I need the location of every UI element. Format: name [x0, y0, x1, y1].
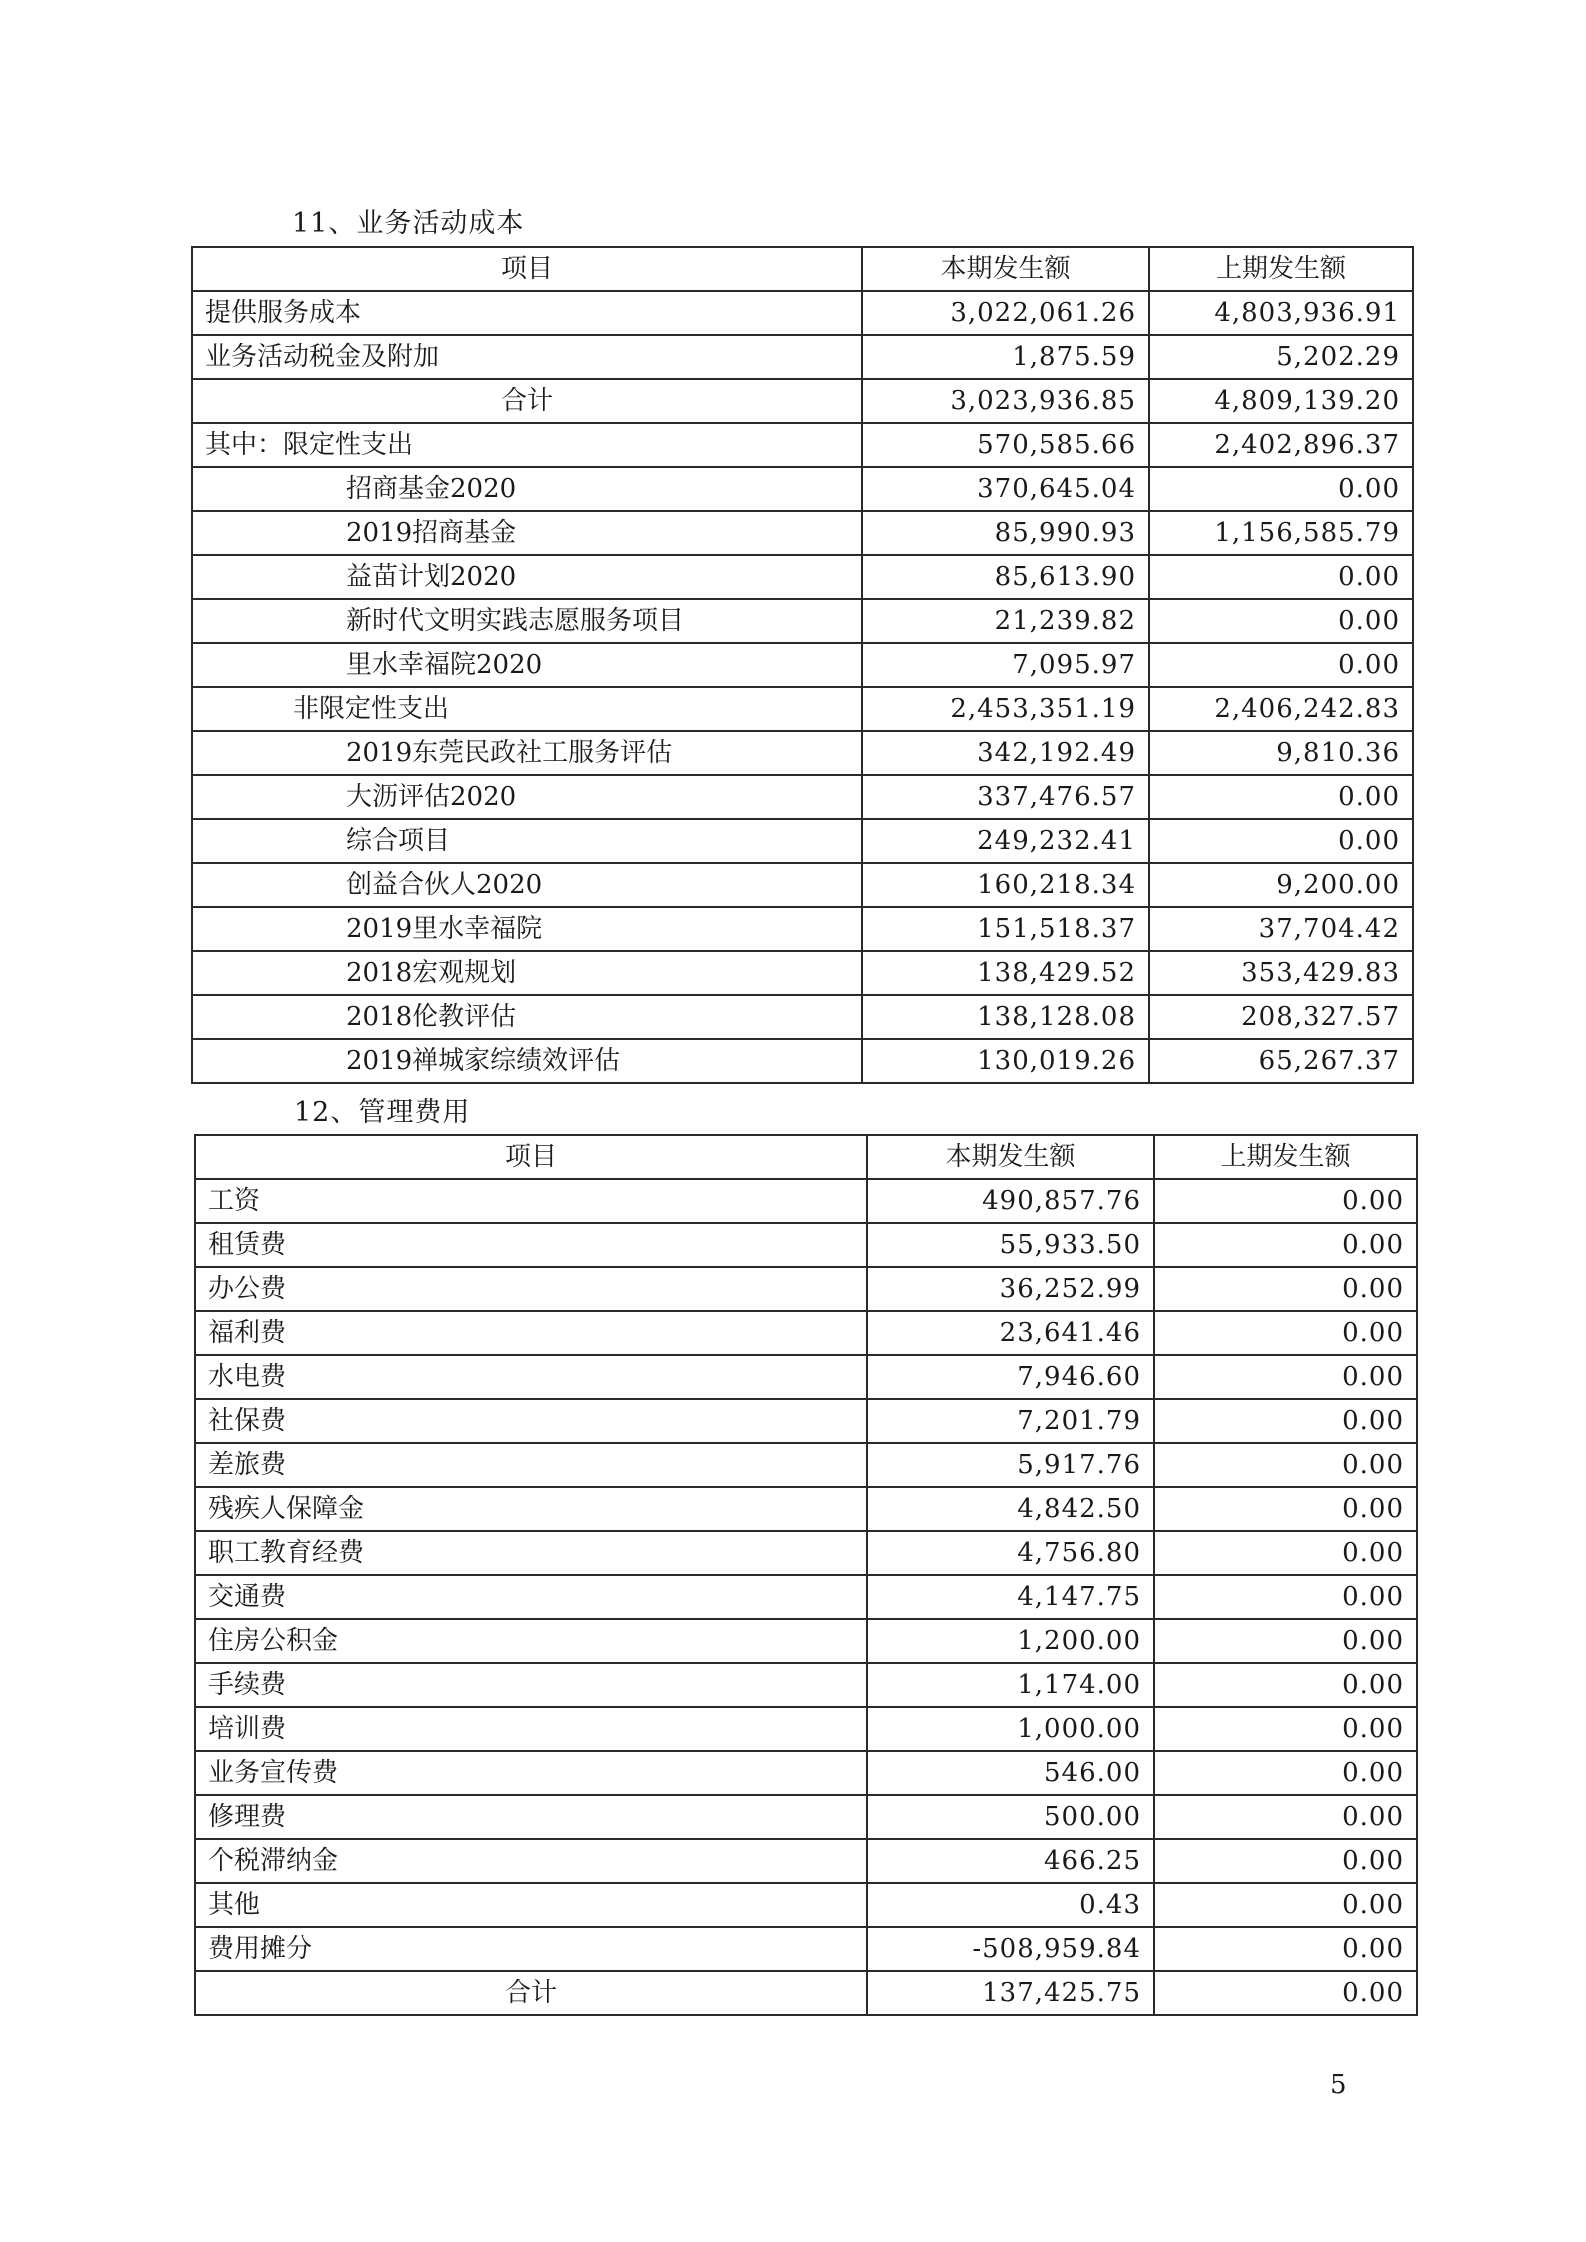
row-previous-amount: 0.00 — [1154, 1311, 1417, 1355]
table-row — [195, 1223, 1417, 1267]
row-item-label: 修理费 — [195, 1795, 867, 1839]
row-previous-amount: 0.00 — [1149, 555, 1413, 599]
row-item-label: 2019招商基金 — [192, 511, 862, 555]
row-previous-amount: 2,406,242.83 — [1149, 687, 1413, 731]
row-current-amount: 337,476.57 — [862, 775, 1149, 819]
table-row — [195, 1663, 1417, 1707]
table-row — [195, 1575, 1417, 1619]
section-11-title: 11、业务活动成本 — [292, 208, 525, 239]
table-row — [192, 291, 1413, 335]
table-row — [192, 687, 1413, 731]
section-12-title: 12、管理费用 — [294, 1097, 471, 1128]
header-previous-period: 上期发生额 — [1149, 247, 1413, 291]
row-current-amount: -508,959.84 — [867, 1927, 1154, 1971]
row-item-label: 业务宣传费 — [195, 1751, 867, 1795]
table-row — [192, 643, 1413, 687]
table-row — [192, 379, 1413, 423]
table-row — [192, 863, 1413, 907]
row-item-label: 残疾人保障金 — [195, 1487, 867, 1531]
table-row — [192, 1039, 1413, 1083]
table-row — [195, 1707, 1417, 1751]
table-row — [195, 1751, 1417, 1795]
row-current-amount: 342,192.49 — [862, 731, 1149, 775]
row-item-label: 交通费 — [195, 1575, 867, 1619]
header-current-period: 本期发生额 — [867, 1135, 1154, 1179]
row-previous-amount: 0.00 — [1154, 1531, 1417, 1575]
table-row — [192, 467, 1413, 511]
row-current-amount: 7,201.79 — [867, 1399, 1154, 1443]
row-previous-amount: 4,803,936.91 — [1149, 291, 1413, 335]
row-current-amount: 2,453,351.19 — [862, 687, 1149, 731]
table-row — [192, 731, 1413, 775]
row-previous-amount: 2,402,896.37 — [1149, 423, 1413, 467]
business-activity-cost-table-body — [192, 247, 1413, 1083]
table-row — [195, 1971, 1417, 2015]
table-row — [195, 1927, 1417, 1971]
row-current-amount: 7,946.60 — [867, 1355, 1154, 1399]
row-previous-amount: 0.00 — [1154, 1399, 1417, 1443]
row-current-amount: 490,857.76 — [867, 1179, 1154, 1223]
row-current-amount: 5,917.76 — [867, 1443, 1154, 1487]
row-item-label: 其他 — [195, 1883, 867, 1927]
row-previous-amount: 9,200.00 — [1149, 863, 1413, 907]
row-current-amount: 7,095.97 — [862, 643, 1149, 687]
row-item-label: 职工教育经费 — [195, 1531, 867, 1575]
row-previous-amount: 1,156,585.79 — [1149, 511, 1413, 555]
header-item: 项目 — [195, 1135, 867, 1179]
row-item-label: 招商基金2020 — [192, 467, 862, 511]
row-previous-amount: 0.00 — [1154, 1751, 1417, 1795]
row-previous-amount: 0.00 — [1154, 1927, 1417, 1971]
row-current-amount: 1,875.59 — [862, 335, 1149, 379]
row-previous-amount: 0.00 — [1149, 775, 1413, 819]
row-current-amount: 137,425.75 — [867, 1971, 1154, 2015]
row-current-amount: 1,200.00 — [867, 1619, 1154, 1663]
row-item-label: 合计 — [195, 1971, 867, 2015]
row-item-label: 创益合伙人2020 — [192, 863, 862, 907]
row-item-label: 里水幸福院2020 — [192, 643, 862, 687]
table-row — [195, 1795, 1417, 1839]
table-row — [195, 1399, 1417, 1443]
row-current-amount: 85,613.90 — [862, 555, 1149, 599]
row-previous-amount: 0.00 — [1149, 599, 1413, 643]
table-row — [195, 1311, 1417, 1355]
row-current-amount: 1,174.00 — [867, 1663, 1154, 1707]
row-previous-amount: 0.00 — [1154, 1575, 1417, 1619]
table-row — [192, 511, 1413, 555]
row-item-label: 2018伦教评估 — [192, 995, 862, 1039]
row-current-amount: 85,990.93 — [862, 511, 1149, 555]
row-current-amount: 21,239.82 — [862, 599, 1149, 643]
row-item-label: 差旅费 — [195, 1443, 867, 1487]
row-item-label: 其中：限定性支出 — [192, 423, 862, 467]
table-row — [195, 1487, 1417, 1531]
row-item-label: 大沥评估2020 — [192, 775, 862, 819]
row-current-amount: 4,842.50 — [867, 1487, 1154, 1531]
row-item-label: 费用摊分 — [195, 1927, 867, 1971]
row-current-amount: 36,252.99 — [867, 1267, 1154, 1311]
page-number: 5 — [1330, 2070, 1347, 2100]
row-current-amount: 249,232.41 — [862, 819, 1149, 863]
row-current-amount: 138,429.52 — [862, 951, 1149, 995]
table-row — [195, 1839, 1417, 1883]
row-current-amount: 160,218.34 — [862, 863, 1149, 907]
header-item: 项目 — [192, 247, 862, 291]
row-item-label: 手续费 — [195, 1663, 867, 1707]
row-previous-amount: 0.00 — [1154, 1839, 1417, 1883]
row-previous-amount: 37,704.42 — [1149, 907, 1413, 951]
row-previous-amount: 65,267.37 — [1149, 1039, 1413, 1083]
row-current-amount: 23,641.46 — [867, 1311, 1154, 1355]
table-row — [192, 599, 1413, 643]
row-previous-amount: 4,809,139.20 — [1149, 379, 1413, 423]
row-item-label: 办公费 — [195, 1267, 867, 1311]
row-previous-amount: 5,202.29 — [1149, 335, 1413, 379]
row-previous-amount: 0.00 — [1154, 1223, 1417, 1267]
table-row — [195, 1179, 1417, 1223]
row-item-label: 业务活动税金及附加 — [192, 335, 862, 379]
row-item-label: 租赁费 — [195, 1223, 867, 1267]
row-current-amount: 0.43 — [867, 1883, 1154, 1927]
row-current-amount: 3,023,936.85 — [862, 379, 1149, 423]
row-previous-amount: 0.00 — [1154, 1355, 1417, 1399]
row-current-amount: 546.00 — [867, 1751, 1154, 1795]
row-item-label: 住房公积金 — [195, 1619, 867, 1663]
management-expense-table — [194, 1134, 1418, 2016]
table-row — [192, 951, 1413, 995]
row-previous-amount: 0.00 — [1154, 1707, 1417, 1751]
table-header-row — [192, 247, 1413, 291]
row-current-amount: 466.25 — [867, 1839, 1154, 1883]
row-current-amount: 570,585.66 — [862, 423, 1149, 467]
business-activity-cost-table — [191, 246, 1414, 1084]
management-expense-table-body — [195, 1135, 1417, 2015]
row-item-label: 益苗计划2020 — [192, 555, 862, 599]
row-item-label: 综合项目 — [192, 819, 862, 863]
row-previous-amount: 0.00 — [1154, 1663, 1417, 1707]
row-previous-amount: 0.00 — [1154, 1487, 1417, 1531]
row-current-amount: 3,022,061.26 — [862, 291, 1149, 335]
row-previous-amount: 0.00 — [1154, 1971, 1417, 2015]
row-current-amount: 4,756.80 — [867, 1531, 1154, 1575]
row-item-label: 2018宏观规划 — [192, 951, 862, 995]
row-previous-amount: 9,810.36 — [1149, 731, 1413, 775]
table-row — [195, 1267, 1417, 1311]
row-item-label: 合计 — [192, 379, 862, 423]
row-item-label: 福利费 — [195, 1311, 867, 1355]
table-row — [195, 1883, 1417, 1927]
row-previous-amount: 208,327.57 — [1149, 995, 1413, 1039]
table-row — [192, 775, 1413, 819]
table-row — [195, 1443, 1417, 1487]
table-row — [195, 1531, 1417, 1575]
row-current-amount: 4,147.75 — [867, 1575, 1154, 1619]
row-item-label: 2019里水幸福院 — [192, 907, 862, 951]
table-row — [192, 995, 1413, 1039]
row-item-label: 培训费 — [195, 1707, 867, 1751]
table-row — [192, 423, 1413, 467]
table-row — [195, 1355, 1417, 1399]
table-header-row — [195, 1135, 1417, 1179]
row-current-amount: 130,019.26 — [862, 1039, 1149, 1083]
row-item-label: 工资 — [195, 1179, 867, 1223]
row-current-amount: 138,128.08 — [862, 995, 1149, 1039]
row-previous-amount: 0.00 — [1154, 1443, 1417, 1487]
row-previous-amount: 0.00 — [1154, 1883, 1417, 1927]
row-item-label: 个税滞纳金 — [195, 1839, 867, 1883]
row-item-label: 提供服务成本 — [192, 291, 862, 335]
table-row — [192, 335, 1413, 379]
row-previous-amount: 353,429.83 — [1149, 951, 1413, 995]
row-item-label: 新时代文明实践志愿服务项目 — [192, 599, 862, 643]
table-row — [192, 819, 1413, 863]
row-current-amount: 55,933.50 — [867, 1223, 1154, 1267]
row-previous-amount: 0.00 — [1154, 1179, 1417, 1223]
row-previous-amount: 0.00 — [1154, 1795, 1417, 1839]
row-item-label: 非限定性支出 — [192, 687, 862, 731]
row-item-label: 2019东莞民政社工服务评估 — [192, 731, 862, 775]
header-previous-period: 上期发生额 — [1154, 1135, 1417, 1179]
table-row — [192, 907, 1413, 951]
row-current-amount: 151,518.37 — [862, 907, 1149, 951]
table-row — [192, 555, 1413, 599]
table-row — [195, 1619, 1417, 1663]
row-previous-amount: 0.00 — [1149, 819, 1413, 863]
row-item-label: 水电费 — [195, 1355, 867, 1399]
row-previous-amount: 0.00 — [1154, 1619, 1417, 1663]
row-current-amount: 370,645.04 — [862, 467, 1149, 511]
row-previous-amount: 0.00 — [1149, 467, 1413, 511]
row-previous-amount: 0.00 — [1154, 1267, 1417, 1311]
row-item-label: 社保费 — [195, 1399, 867, 1443]
row-current-amount: 500.00 — [867, 1795, 1154, 1839]
header-current-period: 本期发生额 — [862, 247, 1149, 291]
row-item-label: 2019禅城家综绩效评估 — [192, 1039, 862, 1083]
row-current-amount: 1,000.00 — [867, 1707, 1154, 1751]
row-previous-amount: 0.00 — [1149, 643, 1413, 687]
